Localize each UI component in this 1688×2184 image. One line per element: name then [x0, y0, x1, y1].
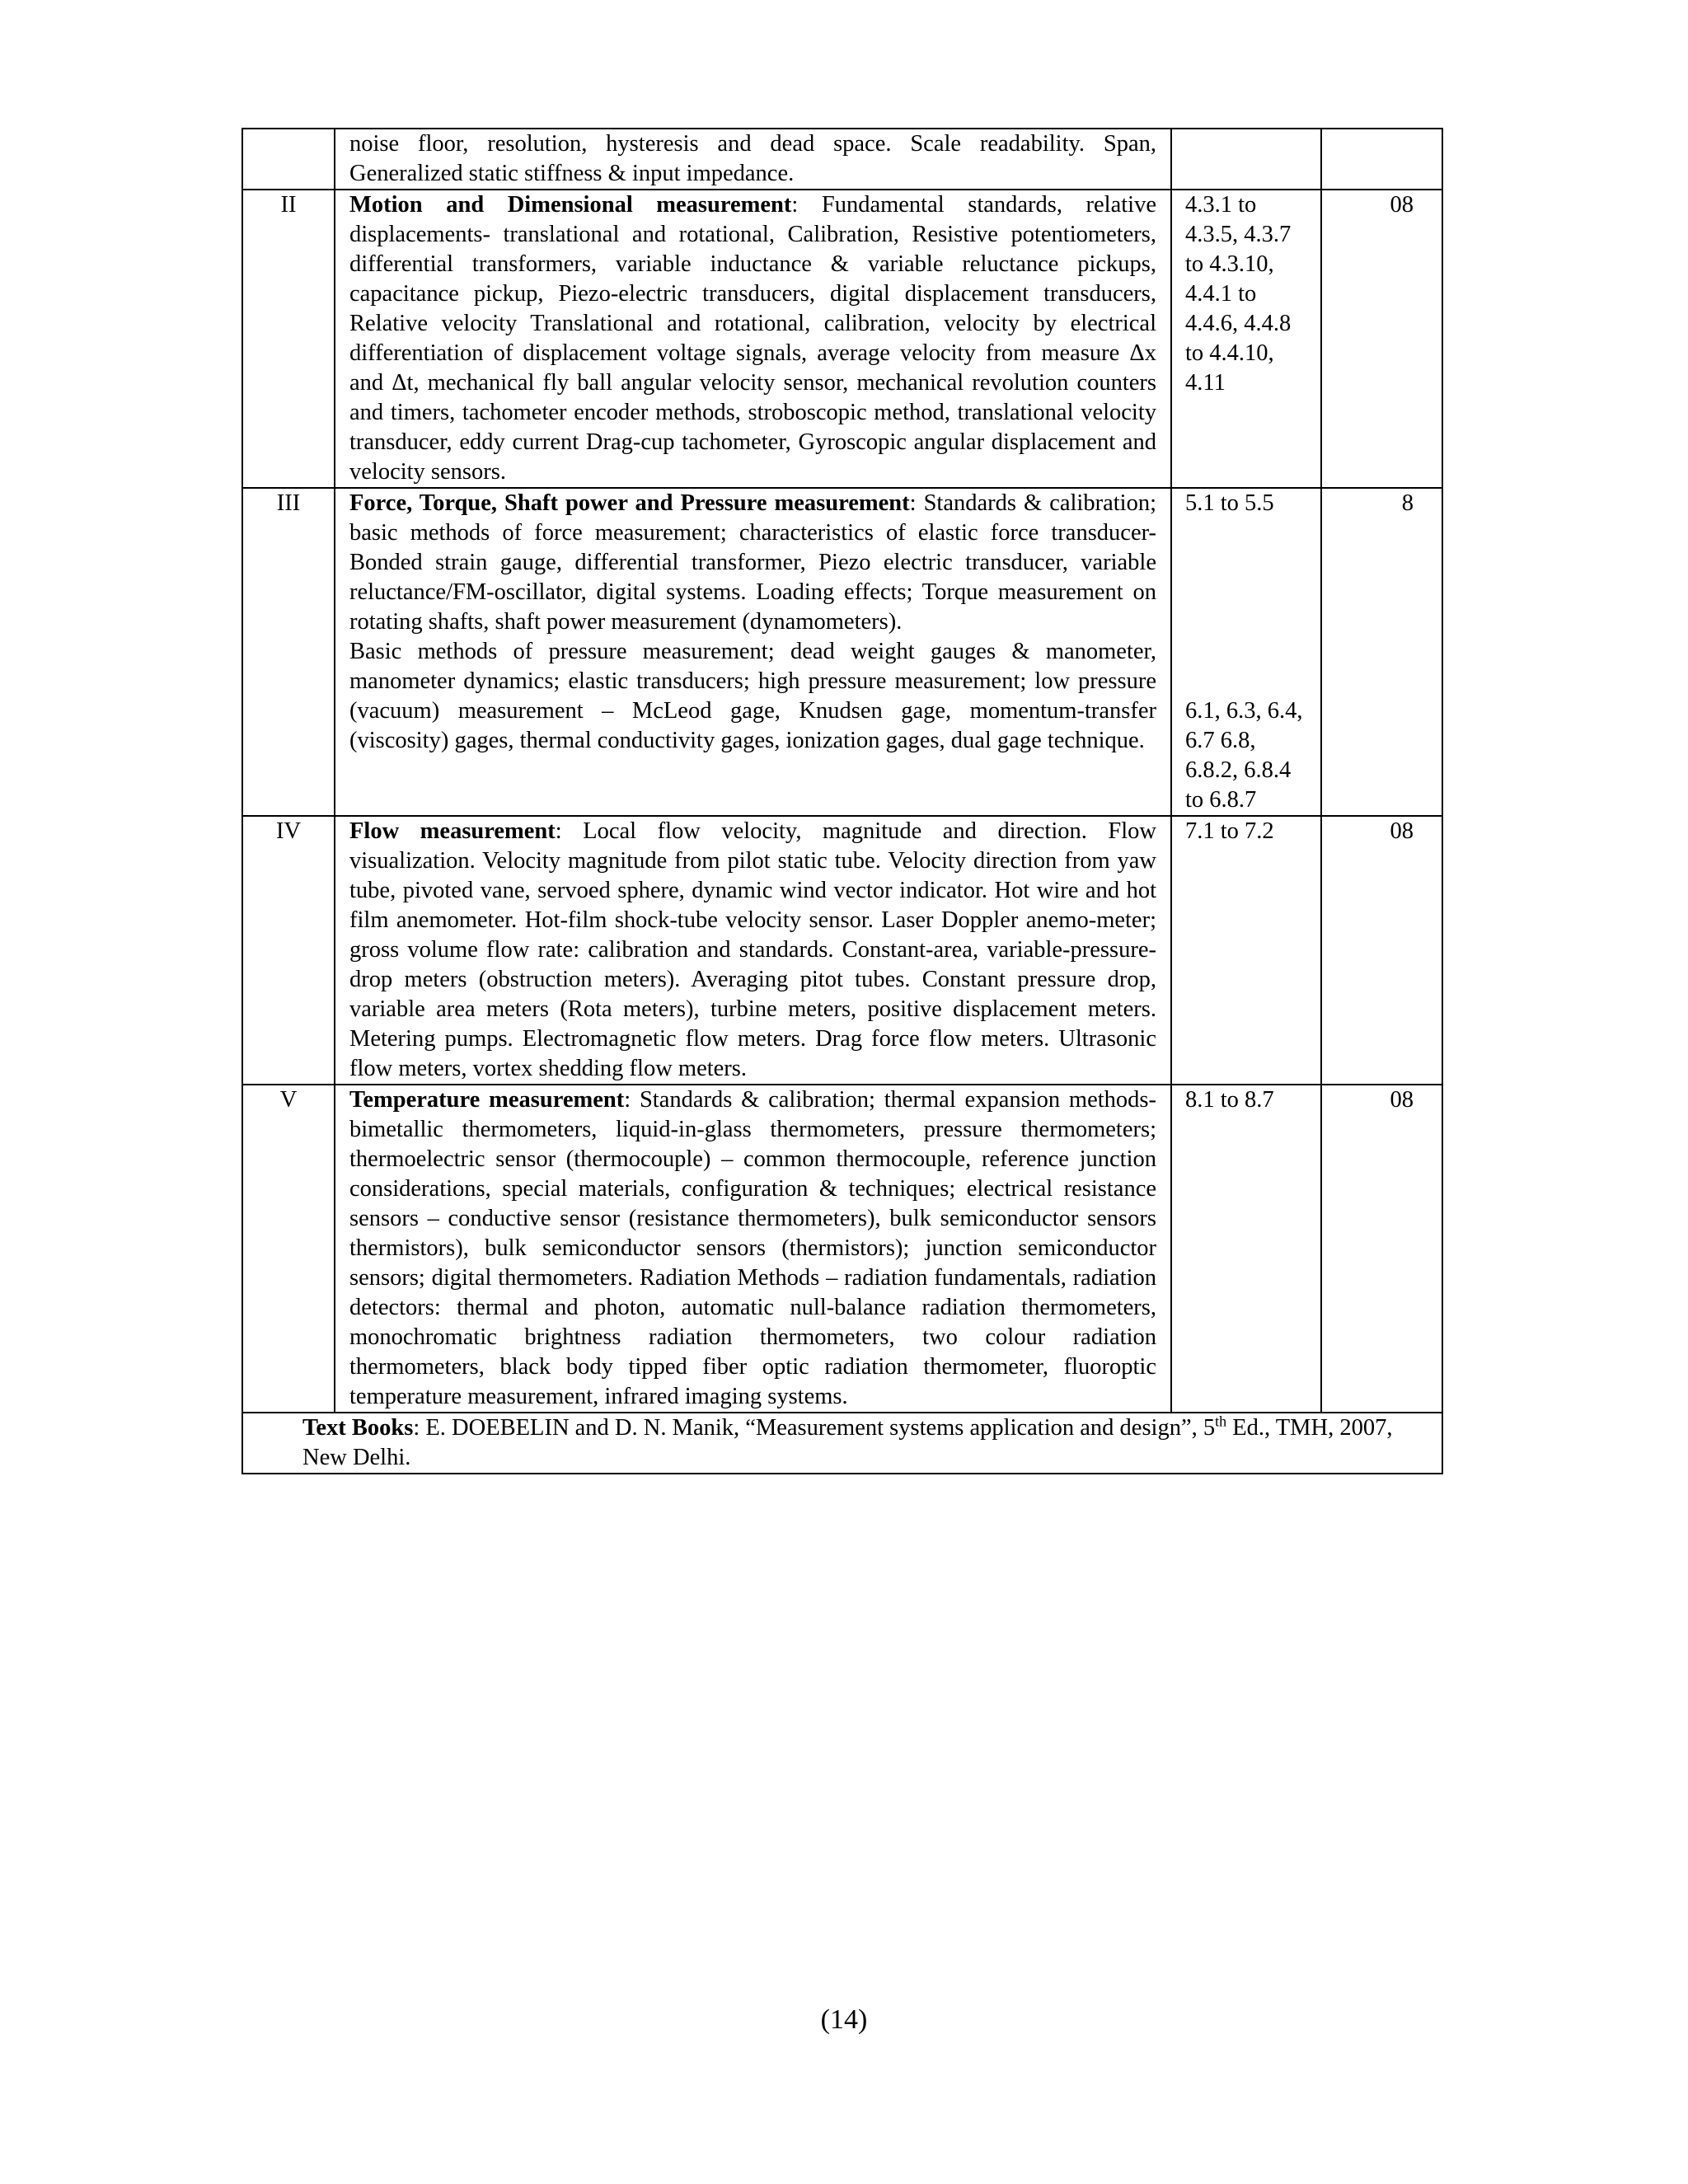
- content-cell: [335, 488, 1171, 816]
- hours-cell: 8: [1321, 488, 1442, 816]
- table-row: [242, 1085, 1442, 1413]
- reference-spacer: [1185, 518, 1314, 696]
- unit-cell: [242, 129, 335, 190]
- textbooks-label: Text Books: [302, 1415, 414, 1441]
- textbooks-row: [242, 1413, 1442, 1474]
- hours-cell: 08: [1321, 816, 1442, 1085]
- syllabus-table: [241, 128, 1443, 1474]
- table-row: [242, 190, 1442, 488]
- page-number: (14): [820, 2004, 868, 2035]
- reference-cell: 4.3.1 to 4.3.5, 4.3.7 to 4.3.10, 4.4.1 to 4.4.6, 4.4.8 to 4.4.10, 4.11: [1171, 190, 1321, 488]
- reference-text: 5.1 to 5.5: [1185, 490, 1274, 516]
- content-cell: [335, 129, 1171, 190]
- edition-superscript: th: [1215, 1413, 1227, 1430]
- table-row: [242, 129, 1442, 190]
- content-cell: [335, 816, 1171, 1085]
- hours-cell: [1321, 129, 1442, 190]
- content-paragraph: [349, 489, 1156, 637]
- content-paragraph-2: Basic methods of pressure measurement; dead weight gauges & manometer, manometer dynamics; elastic transducers; high pressure measurement; low pressure (vacuum) measurement – McLeod gage, Knudsen gage, momentum-transfer (viscosity) gages, thermal conductivity gages, ionization gages, dual gage technique.: [349, 639, 1156, 753]
- textbooks-cell: [242, 1413, 1442, 1474]
- reference-cell: [1171, 488, 1321, 816]
- content-text: : Standards & calibration; basic methods of force measurement; characteristics of elastic force transducer-Bonded strain gauge, differential transformer, Piezo electric transducer, variable reluctance/FM-oscillator, digital systems. Loading effects; Torque measurement on rotating shafts, shaft power measurement (dynamometers).: [349, 490, 1156, 635]
- unit-cell: II: [242, 190, 335, 488]
- unit-cell: III: [242, 488, 335, 816]
- hours-cell: 08: [1321, 1085, 1442, 1413]
- unit-title: Temperature measurement: [349, 1087, 625, 1113]
- reference-text-2: 6.1, 6.3, 6.4, 6.7 6.8, 6.8.2, 6.8.4 to 6.8.7: [1185, 698, 1303, 813]
- unit-cell: V: [242, 1085, 335, 1413]
- unit-title: Motion and Dimensional measurement: [349, 192, 792, 218]
- table-row: [242, 816, 1442, 1085]
- unit-title: Flow measurement: [349, 818, 556, 844]
- content-text: : Standards & calibration; thermal expansion methods- bimetallic thermometers, liquid-in-glass thermometers, pressure thermometers; thermoelectric sensor (thermocouple) – common thermocouple, reference junction considerations, special materials, configuration & techniques; electrical resistance sensors – conductive sensor (resistance thermometers), bulk semiconductor sensors thermistors), bulk semiconductor sensors (thermistors); junction semiconductor sensors; digital thermometers. Radiation Methods – radiation fundamentals, radiation detectors: thermal and photon, automatic null-balance radiation thermometers, monochromatic brightness radiation thermometers, two colour radiation thermometers, black body tipped fiber optic radiation thermometer, fluoroptic temperature measurement, infrared imaging systems.: [349, 1087, 1156, 1409]
- reference-cell: 7.1 to 7.2: [1171, 816, 1321, 1085]
- content-text: noise floor, resolution, hysteresis and dead space. Scale readability. Span, Generalized static stiffness & input impedance.: [349, 131, 1156, 186]
- unit-cell: IV: [242, 816, 335, 1085]
- reference-cell: [1171, 129, 1321, 190]
- textbooks-text-end: Ed., TMH, 2007, New Delhi.: [302, 1415, 1393, 1470]
- table-row: [242, 488, 1442, 816]
- unit-title: Force, Torque, Shaft power and Pressure measurement: [349, 490, 910, 516]
- content-text: : Fundamental standards, relative displacements- translational and rotational, Calibration, Resistive potentiometers, differential transformers, variable inductance & variable reluctance pickups, capacitance pickup, Piezo-electric transducers, digital displacement transducers, Relative velocity Translational and rotational, calibration, velocity by electrical differentiation of displacement voltage signals, average velocity from measure Δx and Δt, mechanical fly ball angular velocity sensor, mechanical revolution counters and timers, tachometer encoder methods, stroboscopic method, translational velocity transducer, eddy current Drag-cup tachometer, Gyroscopic angular displacement and velocity sensors.: [349, 192, 1156, 485]
- content-text: : Local flow velocity, magnitude and direction. Flow visualization. Velocity magnitude from pilot static tube. Velocity direction from yaw tube, pivoted vane, servoed sphere, dynamic wind vector indicator. Hot wire and hot film anemometer. Hot-film shock-tube velocity sensor. Laser Doppler anemo-meter; gross volume flow rate: calibration and standards. Constant-area, variable-pressure-drop meters (obstruction meters). Averaging pitot tubes. Constant pressure drop, variable area meters (Rota meters), turbine meters, positive displacement meters. Metering pumps. Electromagnetic flow meters. Drag force flow meters. Ultrasonic flow meters, vortex shedding flow meters.: [349, 818, 1156, 1081]
- reference-cell: 8.1 to 8.7: [1171, 1085, 1321, 1413]
- content-cell: [335, 190, 1171, 488]
- hours-cell: 08: [1321, 190, 1442, 488]
- textbooks-text: : E. DOEBELIN and D. N. Manik, “Measurement systems application and design”, 5: [413, 1415, 1216, 1441]
- content-cell: [335, 1085, 1171, 1413]
